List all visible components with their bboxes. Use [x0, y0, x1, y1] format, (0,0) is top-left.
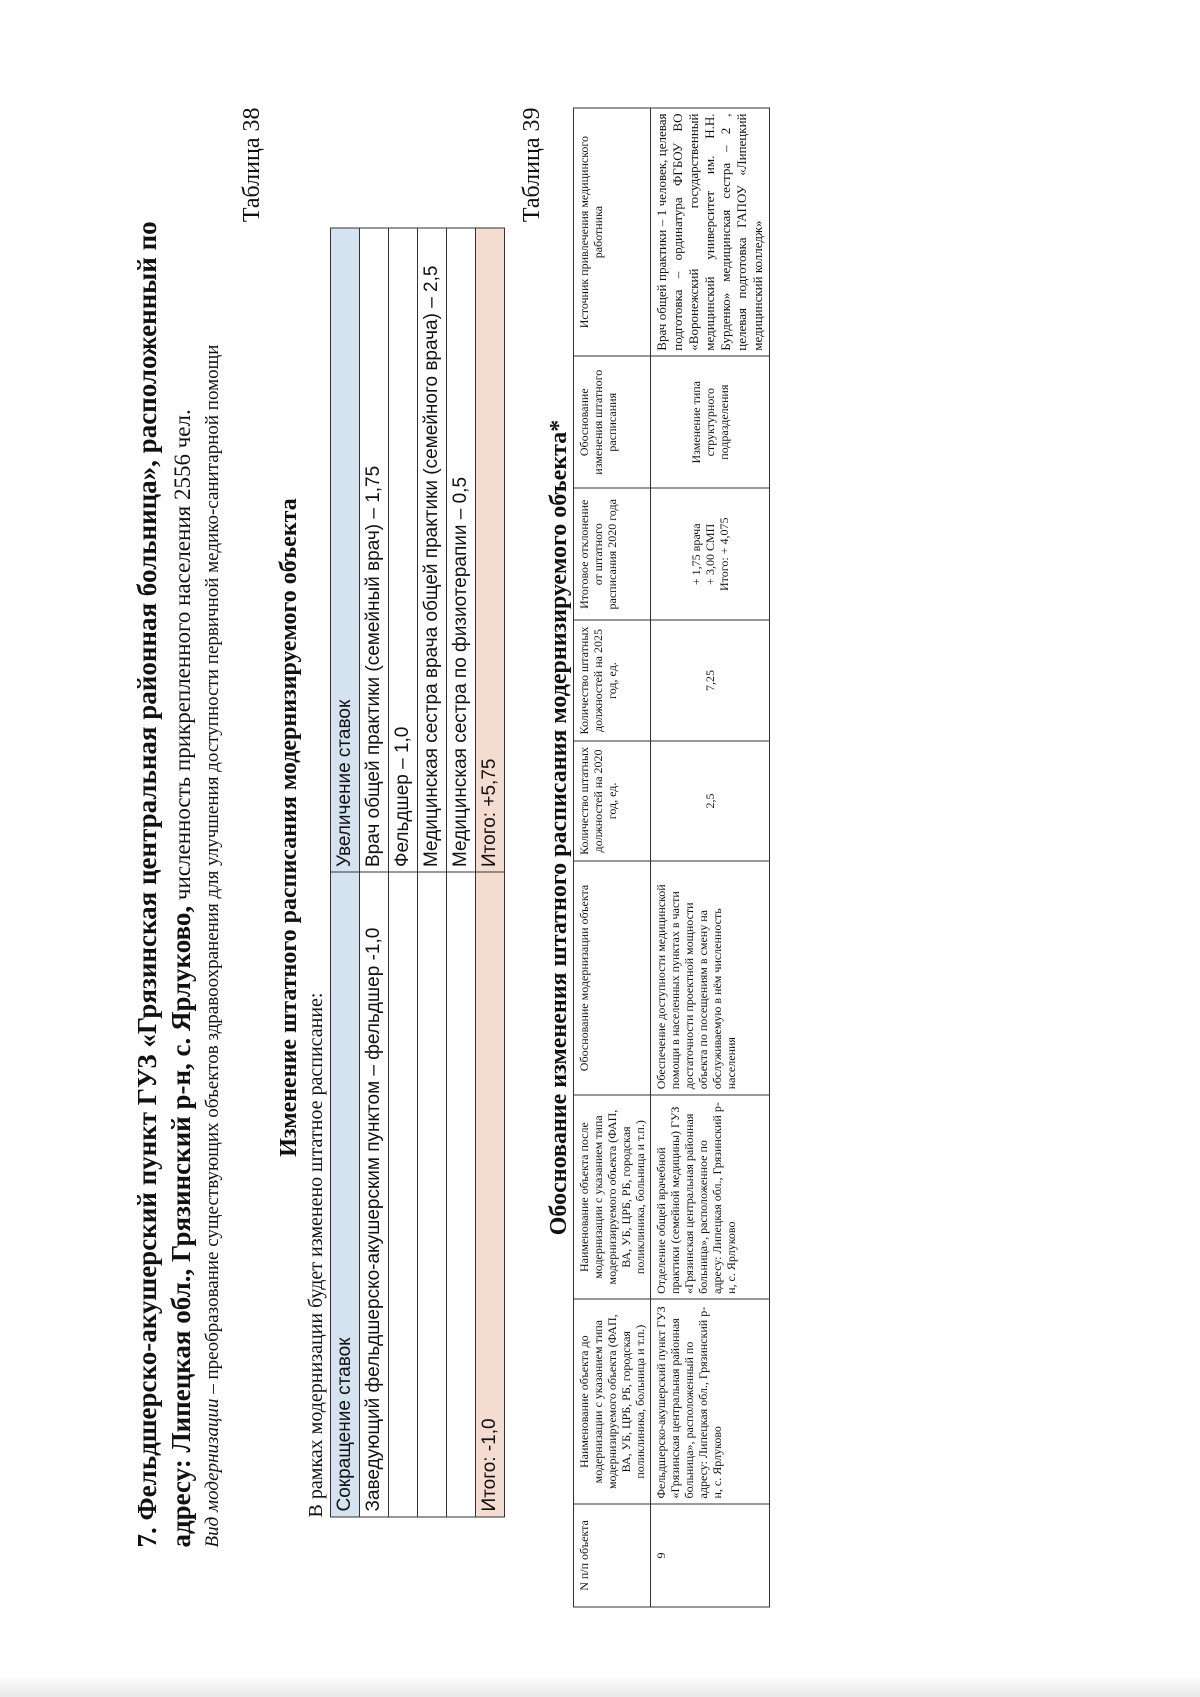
table38-header-row — [331, 228, 360, 1517]
table38-total-increase: Итого: +5,75 — [476, 228, 505, 873]
page-content — [130, 107, 770, 1591]
table39-header-count2020: Количество штатных должностей на 2020 год, ед. — [574, 740, 651, 860]
table38-cell: Заведующий фельдшерско-акушерским пунктом – фельдшер -1,0 — [360, 872, 389, 1517]
modernization-type-label: Вид модернизации — [202, 1398, 223, 1547]
table38-header-increase: Увеличение ставок — [331, 228, 360, 873]
table38-cell — [418, 872, 447, 1517]
section-heading-population: численность прикрепленного населения 2556 чел. — [170, 408, 195, 906]
table39-cell-change-reason: Изменение типа структурного подразделения — [651, 356, 770, 488]
table38-cell: Медицинская сестра по физиотерапии – 0,5 — [447, 228, 476, 873]
section-heading-line1: 7. Фельдшерско-акушерский пункт ГУЗ «Грязинская центральная районная больница», расположенный по — [132, 220, 162, 1547]
table-row — [418, 228, 447, 1517]
section-heading — [130, 107, 200, 1547]
table38-header-decrease: Сокращение ставок — [331, 872, 360, 1517]
deviation-line: Итого: + 4,075 — [717, 517, 731, 591]
deviation-line: + 3,00 СМП — [703, 523, 717, 585]
table38-cell — [447, 872, 476, 1517]
table39-cell-num: 9 — [651, 1503, 770, 1606]
table39-cell-count2020: 2,5 — [651, 740, 770, 860]
table39 — [573, 107, 770, 1607]
modernization-type-text: – преобразование существующих объектов здравоохранения для улучшения доступности первичной медико-санитарной помощи — [202, 344, 223, 1399]
table38-cell: Врач общей практики (семейный врач) – 1,75 — [360, 228, 389, 873]
table39-header-after: Наименование объекта после модернизации с указанием типа модернизируемого объекта (ФАП, ВА, УБ, ЦРБ, РБ, городская поликлиника, больница и т.п.) — [574, 1094, 651, 1299]
table39-title: Обоснование изменения штатного расписания модернизируемого объекта* — [546, 419, 572, 1235]
table39-header-row — [574, 108, 651, 1607]
table39-cell-source: Врач общей практики – 1 человек, целевая подготовка – ординатура ФГБОУ ВО «Воронежский государственный медицинский университет им. Н.Н. Бурденко» медицинская сестра – 2 , целевая подготовка ГАПОУ «Липецкий медицинский колледж» — [651, 108, 770, 356]
table39-cell-reason: Обеспечение доступности медицинской помощи в населенных пунктах в части достаточности проектной мощности объекта по посещениям в смену на обслуживаемую в нём численность населения — [651, 861, 770, 1095]
table39-header-deviation: Итоговое отклонение от штатного расписания 2020 года — [574, 488, 651, 620]
table39-cell-count2025: 7,25 — [651, 620, 770, 740]
table-row — [447, 228, 476, 1517]
table38-cell — [389, 872, 418, 1517]
table38-cell: Фельдшер – 1,0 — [389, 228, 418, 873]
table39-header-change-reason: Обоснование изменения штатного расписания — [574, 356, 651, 488]
modernization-type — [200, 107, 225, 1547]
table39-header-source: Источник привлечения медицинского работника — [574, 108, 651, 356]
table39-label: Таблица 39 — [519, 107, 545, 222]
table38-total-decrease: Итого: -1,0 — [476, 872, 505, 1517]
table-row — [389, 228, 418, 1517]
table38-title: Изменение штатного расписания модернизируемого объекта — [276, 497, 302, 1157]
table38 — [330, 227, 505, 1517]
section-heading-line2: адресу: Липецкая обл., Грязинский р-н, с. Ярлуково, — [166, 905, 196, 1547]
table38-total-row — [476, 228, 505, 1517]
table-row — [651, 108, 770, 1607]
table39-header-num: N п/п объекта — [574, 1503, 651, 1606]
table39-header-before: Наименование объекта до модернизации с указанием типа модернизируемого объекта (ФАП, ВА, УБ, ЦРБ, РБ, городская поликлиника, больница и т.п.) — [574, 1299, 651, 1504]
table38-cell: Медицинская сестра врача общей практики (семейного врача) – 2,5 — [418, 228, 447, 873]
table39-cell-before: Фельдшерско-акушерский пункт ГУЗ «Грязинская центральная районная больница», расположенный по адресу: Липецкая обл., Грязинский р-н, с. Ярлуково — [651, 1299, 770, 1504]
table39-header-count2025: Количество штатных должностей на 2025 год, ед. — [574, 620, 651, 740]
table-row — [360, 228, 389, 1517]
table38-intro: В рамках модернизации будет изменено штатное расписание: — [305, 992, 327, 1517]
deviation-line: + 1,75 врача — [689, 522, 703, 585]
table39-cell-deviation — [651, 488, 770, 620]
table39-header-reason: Обоснование модернизации объекта — [574, 861, 651, 1095]
table38-label: Таблица 38 — [239, 107, 265, 222]
table39-cell-after: Отделение общей врачебной практики (семейной медицины) ГУЗ «Грязинская центральная районная больница», расположенное по адресу: Липецкая обл., Грязинский р-н, с. Ярлуково — [651, 1094, 770, 1299]
